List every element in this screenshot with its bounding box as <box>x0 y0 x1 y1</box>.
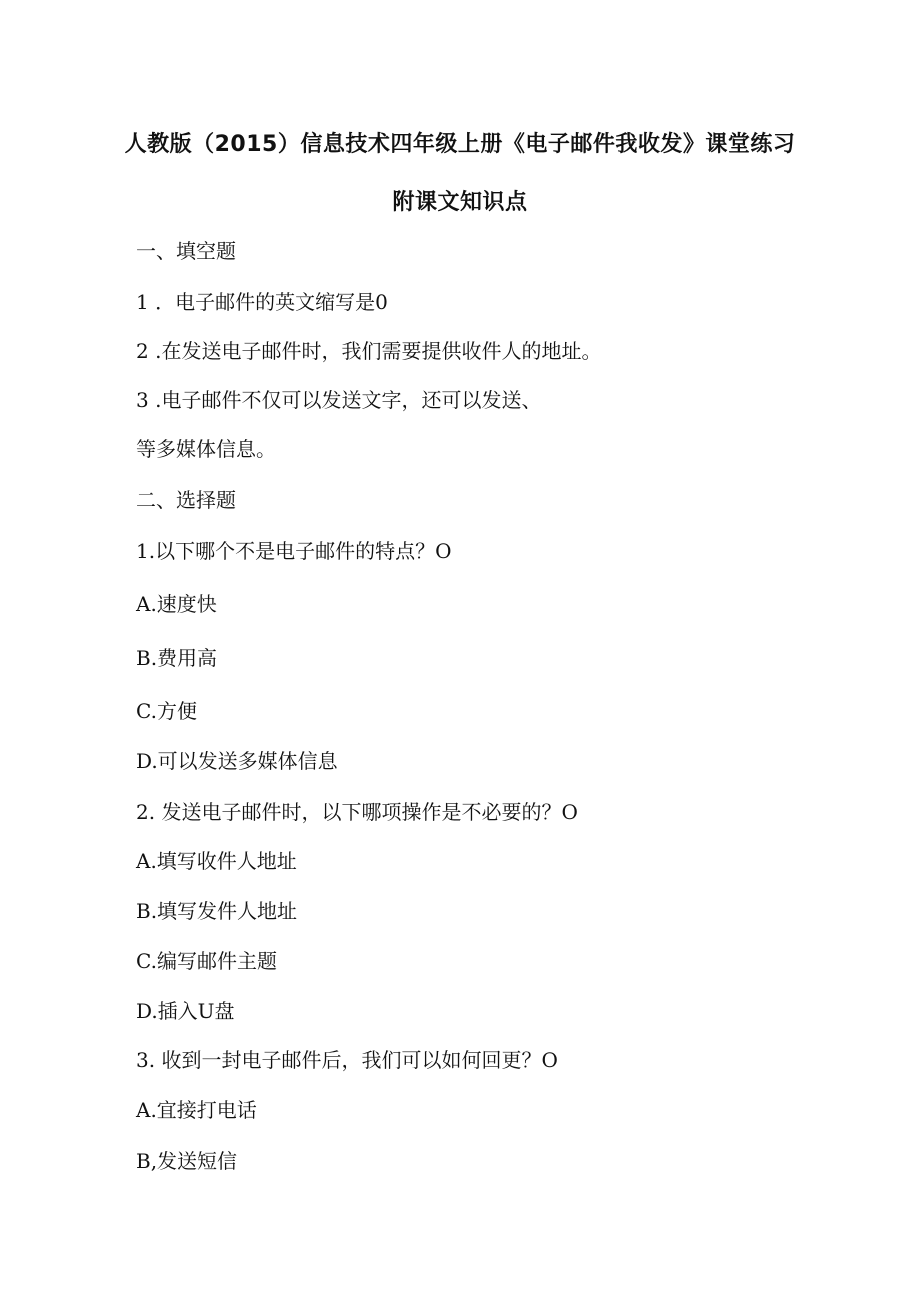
fill-blank-question-3: 3 .电子邮件不仅可以发送文字，还可以发送、 <box>136 388 542 412</box>
document-subtitle: 附课文知识点 <box>392 190 528 215</box>
choice-question-2-option: D.插入U盘 <box>136 999 235 1023</box>
choice-question-1-option: C.方便 <box>136 699 197 723</box>
choice-question-3-option: B,发送短信 <box>136 1149 238 1173</box>
document-title: 人教版（2015）信息技术四年级上册《电子邮件我收发》课堂练习 <box>124 132 796 157</box>
choice-question-3-stem: 3. 收到一封电子邮件后，我们可以如何回更？O <box>136 1048 558 1072</box>
choice-question-2-option: C.编写邮件主题 <box>136 949 277 973</box>
choice-question-3-option: A.宜接打电话 <box>136 1098 257 1122</box>
choice-question-1-option: B.费用高 <box>136 646 218 670</box>
fill-blank-question-3-continued: 等多媒体信息。 <box>136 437 276 461</box>
choice-question-1-stem: 1.以下哪个不是电子邮件的特点？O <box>136 539 452 563</box>
section-heading-fill-blank: 一、填空题 <box>136 239 236 263</box>
choice-question-1-option: A.速度快 <box>136 592 217 616</box>
choice-question-2-stem: 2. 发送电子邮件时，以下哪项操作是不必要的？O <box>136 800 578 824</box>
choice-question-2-option: A.填写收件人地址 <box>136 849 297 873</box>
section-heading-multiple-choice: 二、选择题 <box>136 488 236 512</box>
choice-question-2-option: B.填写发件人地址 <box>136 899 298 923</box>
fill-blank-question-1: 1 ．电子邮件的英文缩写是0 <box>136 290 388 314</box>
choice-question-1-option: D.可以发送多媒体信息 <box>136 749 338 773</box>
fill-blank-question-2: 2 .在发送电子邮件时，我们需要提供收件人的地址。 <box>136 339 602 363</box>
